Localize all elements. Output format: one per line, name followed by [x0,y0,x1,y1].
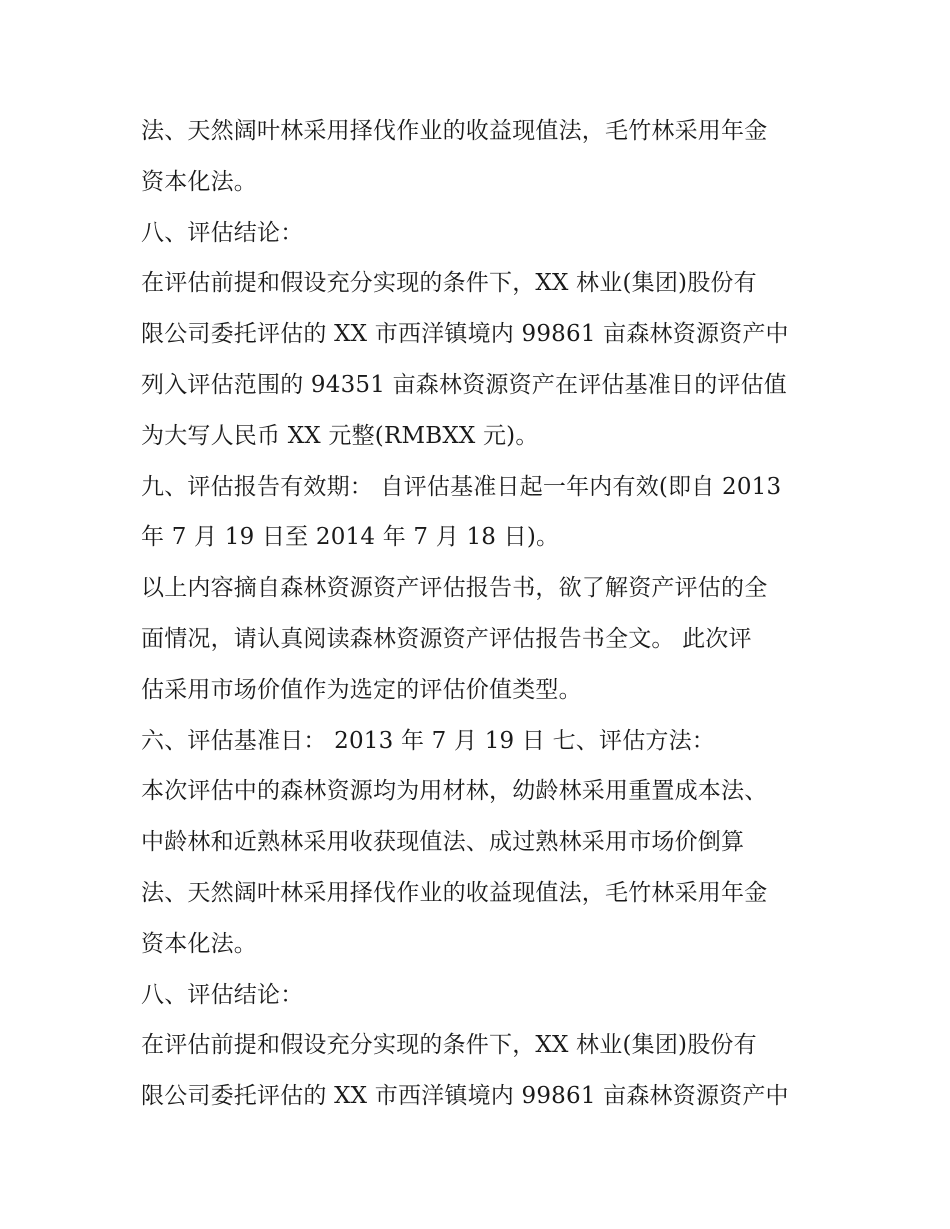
text-line: 在评估前提和假设充分实现的条件下，XX 林业(集团)股份有 [141,270,757,297]
text-line: 法、天然阔叶林采用择伐作业的收益现值法，毛竹林采用年金 [141,879,768,906]
text-line: 年 7 月 19 日至 2014 年 7 月 18 日)。 [141,524,560,551]
text-line: 限公司委托评估的 XX 市西洋镇境内 99861 亩森林资源资产中 [141,1083,789,1110]
text-line: 中龄林和近熟林采用收获现值法、成过熟林采用市场价倒算 [141,829,745,856]
text-line: 面情况，请认真阅读森林资源资产评估报告书全文。 此次评 [141,625,752,652]
text-line: 列入评估范围的 94351 亩森林资源资产在评估基准日的评估值 [141,371,787,398]
document-body [141,106,821,1122]
text-line: 以上内容摘自森林资源资产评估报告书，欲了解资产评估的全 [141,575,768,602]
text-line: 本次评估中的森林资源均为用材林，幼龄林采用重置成本法、 [141,778,768,805]
section-heading: 九、评估报告有效期： 自评估基准日起一年内有效(即自 2013 [141,473,782,500]
text-line: 估采用市场价值作为选定的评估价值类型。 [141,676,582,703]
text-line: 法、天然阔叶林采用择伐作业的收益现值法，毛竹林采用年金 [141,118,768,144]
text-line: 资本化法。 [141,930,257,957]
section-heading: 八、评估结论： [141,981,304,1008]
text-line: 在评估前提和假设充分实现的条件下，XX 林业(集团)股份有 [141,1032,757,1059]
section-heading: 八、评估结论： [141,219,304,246]
text-line: 资本化法。 [141,168,257,195]
section-heading: 六、评估基准日： 2013 年 7 月 19 日 七、评估方法： [141,727,716,754]
text-line: 限公司委托评估的 XX 市西洋镇境内 99861 亩森林资源资产中 [141,321,789,348]
text-line: 为大写人民币 XX 元整(RMBXX 元)。 [141,422,539,449]
